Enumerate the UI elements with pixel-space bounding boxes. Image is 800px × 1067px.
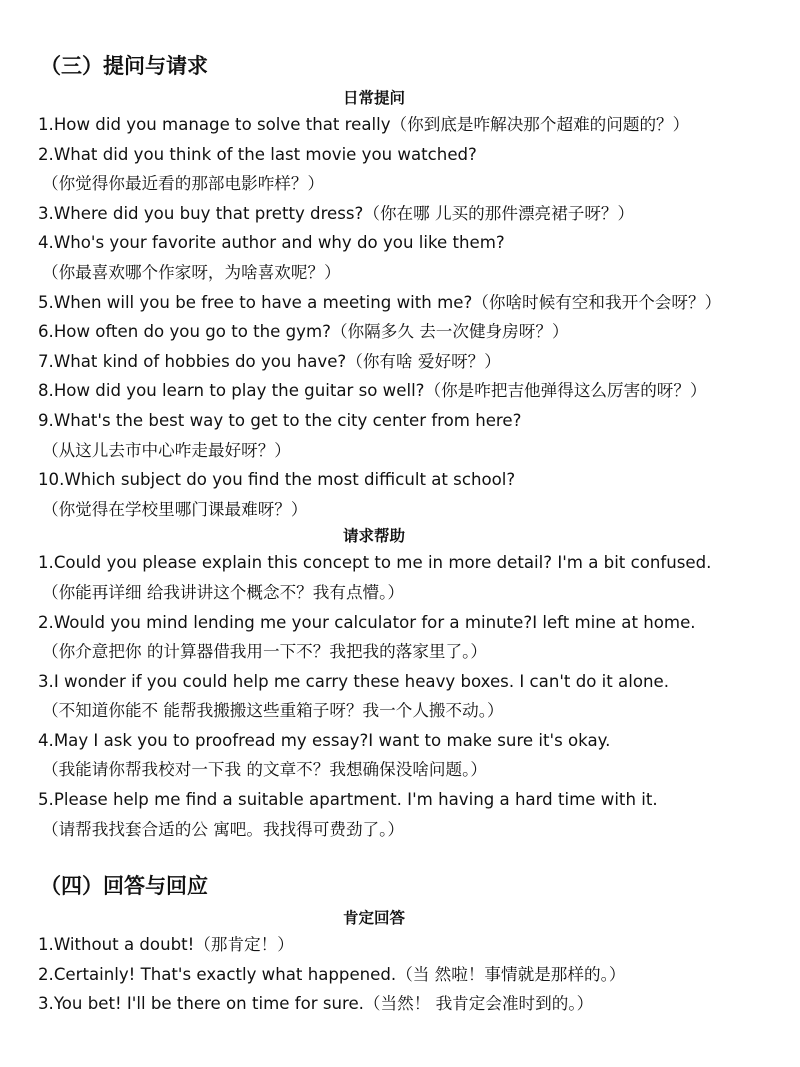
subsection-asking-for-help bbox=[38, 524, 780, 844]
text-line: 3.I wonder if you could help me carry these heavy boxes. I can't do it alone. bbox=[38, 671, 669, 691]
subsection-daily-questions bbox=[38, 86, 780, 524]
text-line: 4.May I ask you to proofread my essay?I want to make sure it's okay. bbox=[38, 730, 611, 750]
text-line: 10.Which subject do you find the most difficult at school? bbox=[38, 470, 516, 490]
text-line: （你觉得你最近看的那部电影咋样？） bbox=[42, 174, 325, 194]
section-answers-responses bbox=[38, 870, 780, 1019]
text-line: （你能再详细 给我讲讲这个概念不？我有点懵。） bbox=[42, 582, 405, 602]
subsection-affirmative-answers bbox=[38, 906, 780, 1019]
subsection-heading: 肯定回答 bbox=[342, 909, 405, 928]
section-title: （三）提问与请求 bbox=[40, 54, 208, 78]
subsection-heading: 日常提问 bbox=[342, 89, 405, 107]
section-spacer bbox=[38, 844, 780, 870]
text-line: 3.You bet! I'll be there on time for sure.（当然！ 我肯定会准时到的。） bbox=[38, 994, 594, 1014]
text-line: 5.When will you be free to have a meeting with me?（你啥时候有空和我开个会呀？） bbox=[38, 292, 722, 312]
text-line: 3.Where did you buy that pretty dress?（你在哪 儿买的那件漂亮裙子呀？） bbox=[38, 203, 635, 223]
section-questions-requests bbox=[38, 50, 780, 844]
text-line: （请帮我找套合适的公 寓吧。我找得可费劲了。） bbox=[42, 819, 405, 839]
text-line: 8.How did you learn to play the guitar so well?（你是咋把吉他弹得这么厉害的呀？） bbox=[38, 381, 707, 401]
text-line: （我能请你帮我校对一下我 的文章不？我想确保没啥问题。） bbox=[42, 760, 488, 780]
section-title: （四）回答与回应 bbox=[40, 874, 208, 899]
text-line: 9.What's the best way to get to the city center from here? bbox=[38, 410, 522, 430]
text-line: （你最喜欢哪个作家呀，为啥喜欢呢？） bbox=[42, 262, 341, 282]
text-line: 1.Could you please explain this concept to me in more detail? I'm a bit confused. bbox=[38, 553, 712, 573]
text-line: （你介意把你 的计算器借我用一下不？我把我的落家里了。） bbox=[42, 642, 488, 662]
text-line: （你觉得在学校里哪门课最难呀？） bbox=[42, 499, 308, 519]
text-line: （不知道你能不 能帮我搬搬这些重箱子呀？我一个人搬不动。） bbox=[42, 701, 504, 721]
text-line: 4.Who's your favorite author and why do you like them? bbox=[38, 233, 505, 253]
subsection-heading: 请求帮助 bbox=[342, 527, 405, 546]
text-line: 2.What did you think of the last movie you watched? bbox=[38, 144, 477, 164]
text-line: 1.Without a doubt!（那肯定！） bbox=[38, 935, 294, 955]
text-line: 7.What kind of hobbies do you have?（你有啥 爱好呀？） bbox=[38, 351, 501, 371]
text-line: （从这儿去市中心咋走最好呀？） bbox=[42, 440, 291, 460]
text-line: 6.How often do you go to the gym?（你隔多久 去一次健身房呀？） bbox=[38, 322, 569, 342]
text-line: 2.Would you mind lending me your calculator for a minute?I left mine at home. bbox=[38, 612, 696, 632]
text-line: 5.Please help me find a suitable apartment. I'm having a hard time with it. bbox=[38, 790, 658, 810]
text-line: 2.Certainly! That's exactly what happened.（当 然啦！事情就是那样的。） bbox=[38, 964, 626, 984]
text-line: 1.How did you manage to solve that really（你到底是咋解决那个超难的问题的？） bbox=[38, 115, 690, 134]
